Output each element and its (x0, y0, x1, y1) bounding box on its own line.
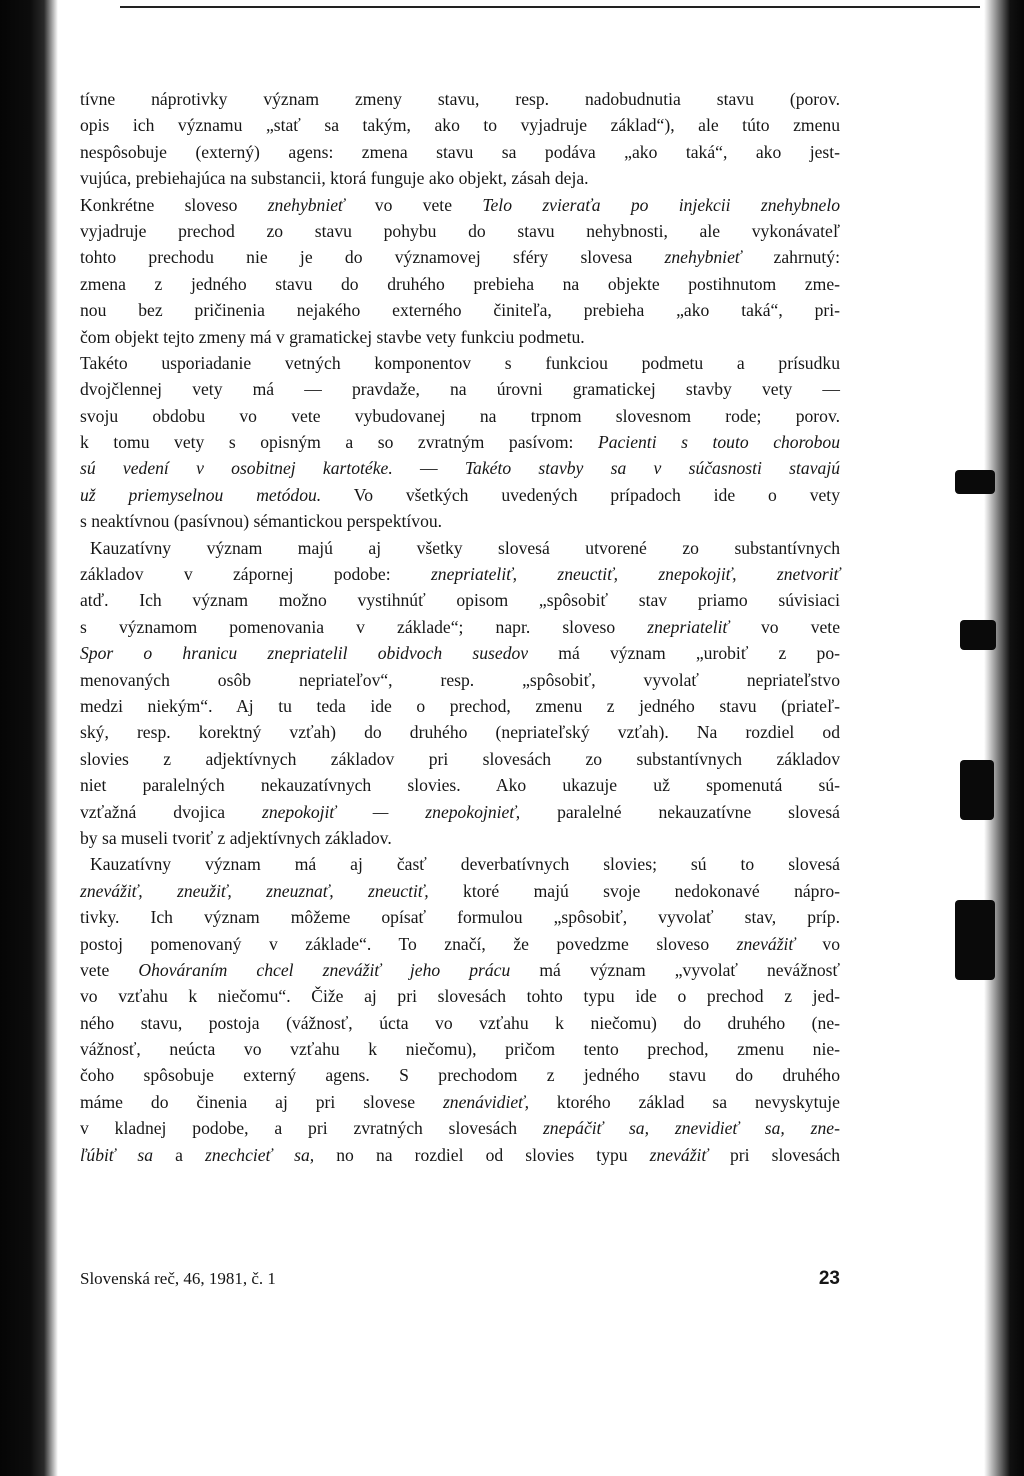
text-span: vete (80, 959, 139, 980)
journal-citation: Slovenská reč, 46, 1981, č. 1 (80, 1269, 276, 1288)
text-span: čoho spôsobuje externý agens. S prechodom z jedného stavu do druhého (80, 1065, 840, 1086)
page-footer (80, 1264, 840, 1294)
text-span: ného stavu, postoja (vážnosť, úcta vo vzťahu k niečomu) do druhého (ne- (80, 1012, 840, 1033)
italic-example: Spor o hranicu znepriatelil obidvoch susedov (80, 643, 529, 664)
text-span: dvojčlennej vety má — pravdaže, na úrovni gramatickej stavby vety — (80, 379, 840, 400)
text-line (80, 851, 840, 877)
text-span: vyjadruje prechod zo stavu pohybu do stavu nehybnosti, ale vykonávateľ (80, 220, 840, 241)
text-line (80, 799, 840, 825)
text-line (80, 1010, 840, 1036)
text-span: má význam „vyvolať nevážnosť (510, 959, 840, 980)
italic-example: ľúbiť sa (80, 1144, 154, 1165)
italic-example: znepriateliť, zneuctiť, znepokojiť, znetvoriť (430, 564, 840, 585)
text-span: máme do činenia aj pri slovese (80, 1091, 443, 1112)
text-line (80, 772, 840, 798)
text-line (80, 746, 840, 772)
text-line (80, 271, 840, 297)
italic-example: Telo zvieraťa po injekcii znehybnelo (482, 194, 841, 215)
text-line (80, 667, 840, 693)
italic-example: znevážiť (649, 1144, 708, 1165)
scan-left-edge (0, 0, 58, 1476)
text-line (80, 1115, 840, 1141)
text-span: pri slovesách (707, 1144, 841, 1165)
text-line (80, 878, 840, 904)
text-span: ský, resp. korektný vzťah) do druhého (nepriateľský vzťah). Na rozdiel od (80, 722, 840, 743)
text-span: vo vete (728, 616, 840, 637)
text-span: niet paralelných nekauzatívnych slovies. Ako ukazuje už spomenutá sú- (80, 775, 840, 796)
text-span: medzi niekým“. Aj tu teda ide o prechod, zmenu z jedného stavu (priateľ- (80, 695, 840, 716)
text-line (80, 719, 840, 745)
text-span: svoju obdobu vo vete vybudovanej na trpnom slovesnom rode; porov. (80, 405, 840, 426)
text-line (80, 192, 840, 218)
text-line (80, 614, 840, 640)
text-line (80, 139, 840, 165)
scan-blot (955, 900, 995, 980)
text-line (80, 983, 840, 1009)
scan-top-line (120, 6, 980, 8)
text-line (80, 561, 840, 587)
text-line (80, 455, 840, 481)
italic-example: znehybnieť (664, 247, 742, 268)
text-span: s neaktívnou (pasívnou) sémantickou perspektívou. (80, 511, 443, 532)
italic-example: už priemyselnou metódou. (80, 484, 322, 505)
text-span: Kauzatívny význam majú aj všetky slovesá utvorené zo substantívnych (90, 537, 840, 558)
text-line (80, 904, 840, 930)
text-line (80, 1062, 840, 1088)
italic-example: znepáčiť sa, znevidieť sa, zne- (542, 1118, 840, 1139)
text-span: Konkrétne sloveso (80, 194, 268, 215)
text-line (80, 1142, 840, 1168)
scan-blot (955, 470, 995, 494)
text-span: slovies z adjektívnych základov pri slovesách zo substantívnych základov (80, 748, 840, 769)
text-line (80, 324, 840, 350)
text-line (80, 244, 840, 270)
text-line (80, 297, 840, 323)
text-span: vážnosť, neúcta vo vzťahu k niečomu), pričom tento prechod, zmenu nie- (80, 1039, 840, 1060)
text-span: zahrnutý: (741, 247, 840, 268)
text-line (80, 218, 840, 244)
italic-example: znehybnieť (267, 194, 345, 215)
page-body (80, 86, 840, 1168)
text-span: s významom pomenovania v základe“; napr. sloveso (80, 616, 648, 637)
text-span: Vo všetkých uvedených prípadoch ide o vety (321, 484, 840, 505)
text-span: ktoré majú svoje nedokonavé nápro- (428, 880, 840, 901)
text-span: k tomu vety s opisným a so zvratným pasívom: (80, 432, 598, 453)
text-line (80, 825, 840, 851)
text-span: vo vete (344, 194, 483, 215)
text-span: — (392, 458, 465, 479)
text-span: v kladnej podobe, a pri zvratných slovesách (80, 1118, 543, 1139)
text-span: nespôsobuje (externý) agens: zmena stavu sa podáva „ako taká“, ako jest- (80, 141, 840, 162)
italic-example: Takéto stavby sa v súčasnosti stavajú (464, 458, 840, 479)
scan-blot (960, 620, 996, 650)
text-line (80, 1036, 840, 1062)
scan-right-edge (984, 0, 1024, 1476)
italic-example: znevážiť (736, 933, 795, 954)
text-line (80, 165, 840, 191)
text-span: vzťažná dvojica (80, 801, 262, 822)
text-line (80, 931, 840, 957)
text-line (80, 957, 840, 983)
text-line (80, 112, 840, 138)
italic-example: znepriateliť (647, 616, 729, 637)
text-line (80, 640, 840, 666)
italic-example: Ohováraním chcel znevážiť jeho prácu (138, 959, 511, 980)
text-line (80, 429, 840, 455)
text-line (80, 693, 840, 719)
text-span: vujúca, prebiehajúca na substancii, ktorá funguje ako objekt, zásah deja. (80, 168, 589, 189)
italic-example: sú vedení v osobitnej kartotéke. (80, 458, 393, 479)
text-line (80, 376, 840, 402)
text-line (80, 508, 840, 534)
italic-example: Pacienti s touto chorobou (597, 432, 840, 453)
text-span: a (153, 1144, 206, 1165)
text-span: postoj pomenovaný v základe“. To značí, že povedzme sloveso (80, 933, 737, 954)
text-span: Kauzatívny význam má aj časť deverbatívnych slovies; sú to slovesá (90, 854, 840, 875)
italic-example: znepokojiť — znepokojnieť, (261, 801, 521, 822)
text-span: ktorého základ sa nevyskytuje (528, 1091, 840, 1112)
text-line (80, 86, 840, 112)
text-span: paralelné nekauzatívne slovesá (520, 801, 840, 822)
text-line (80, 535, 840, 561)
text-line (80, 403, 840, 429)
text-span: zmena z jedného stavu do druhého prebieha na objekte postihnutom zme- (80, 273, 840, 294)
text-span: má význam „urobiť z po- (528, 643, 840, 664)
italic-example: znenávidieť, (442, 1091, 529, 1112)
text-span: vo (794, 933, 840, 954)
page-number: 23 (818, 1268, 840, 1289)
italic-example: znechcieť sa, (205, 1144, 315, 1165)
text-span: menovaných osôb nepriateľov“, resp. „spôsobiť, vyvolať nepriateľstvo (80, 669, 840, 690)
text-line (80, 350, 840, 376)
scan-blot (960, 760, 994, 820)
text-span: no na rozdiel od slovies typu (314, 1144, 650, 1165)
text-span: nou bez pričinenia nejakého externého činiteľa, prebieha „ako taká“, pri- (80, 300, 840, 321)
text-span: tohto prechodu nie je do významovej sféry slovesa (80, 247, 665, 268)
text-span: atď. Ich význam možno vystihnúť opisom „spôsobiť stav priamo súvisiaci (80, 590, 840, 611)
text-line (80, 482, 840, 508)
text-line (80, 587, 840, 613)
text-span: Takéto usporiadanie vetných komponentov s funkciou podmetu a prísudku (80, 352, 840, 373)
text-span: opis ich významu „stať sa takým, ako to vyjadruje základ“), ale túto zmenu (80, 115, 840, 136)
text-span: tivky. Ich význam môžeme opísať formulou „spôsobiť, vyvolať stav, príp. (80, 907, 840, 928)
italic-example: znevážiť, zneužiť, zneuznať, zneuctiť, (80, 880, 429, 901)
text-span: čom objekt tejto zmeny má v gramatickej stavbe vety funkciu podmetu. (80, 326, 585, 347)
text-span: tívne náprotivky význam zmeny stavu, resp. nadobudnutia stavu (porov. (80, 89, 840, 109)
text-line (80, 1089, 840, 1115)
text-span: základov v zápornej podobe: (80, 564, 431, 585)
text-span: vo vzťahu k niečomu“. Čiže aj pri slovesách tohto typu ide o prechod z jed- (80, 986, 840, 1007)
text-span: by sa museli tvoriť z adjektívnych základov. (80, 827, 392, 848)
